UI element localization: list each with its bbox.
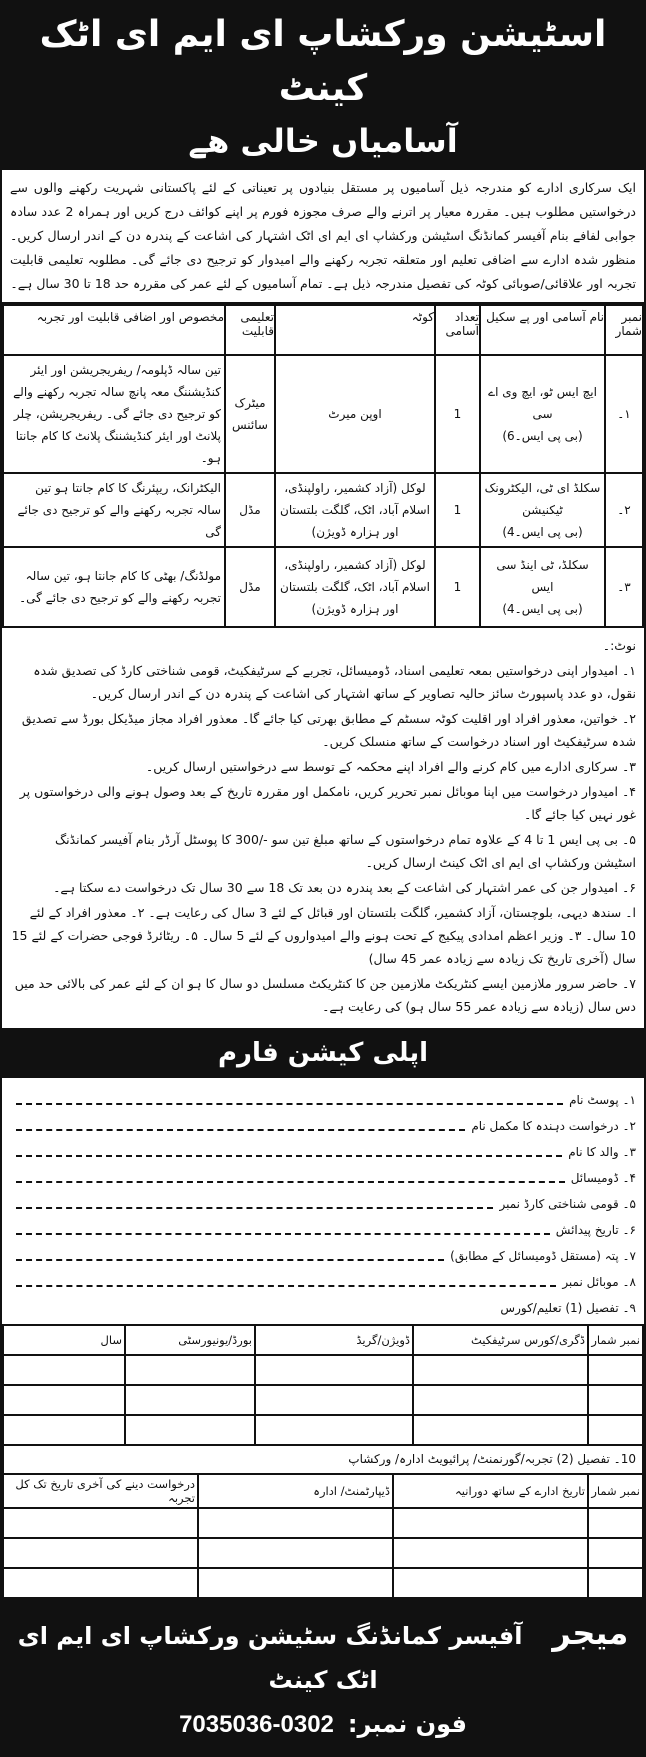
col-department: ڈیپارٹمنٹ/ ادارہ — [198, 1474, 393, 1508]
table-header-row — [3, 1325, 643, 1355]
table-row — [3, 547, 643, 627]
form-field-dob[interactable] — [10, 1216, 636, 1242]
field-blank[interactable] — [16, 1129, 465, 1131]
section-10-label: 10۔ تفصیل (2) تجربہ/گورنمنٹ/ پرائیویٹ ادارہ/ ورکشاپ — [2, 1446, 644, 1473]
table-row[interactable] — [3, 1355, 643, 1385]
application-form-title: اپلی کیشن فارم — [2, 1028, 644, 1078]
serial: ۱۔ — [605, 355, 643, 473]
field-blank[interactable] — [16, 1259, 444, 1261]
col-degree: ڈگری/کورس سرٹیفکیٹ — [413, 1325, 588, 1355]
note-item: ۲۔ خواتین، معذور افراد اور اقلیت کوٹہ سسٹم کے مطابق بھرتی کیا جائے گا۔ معذور افراد مجاز میڈیکل بورڈ سے تصدیق شدہ سرٹیفکیٹ اور اسناد درخواست کے ساتھ منسلک کریں۔ — [21, 711, 636, 749]
form-field-name[interactable] — [10, 1112, 636, 1138]
table-header-row — [3, 1474, 643, 1508]
notes-section — [2, 628, 644, 1028]
phone-label: فون نمبر: — [347, 1710, 467, 1738]
education-table — [2, 1324, 644, 1446]
experience-table — [2, 1473, 644, 1599]
section-9-label — [10, 1294, 636, 1320]
form-fields — [2, 1078, 644, 1324]
pay-scale: (بی پی ایس۔6) — [502, 429, 583, 443]
field-blank[interactable] — [16, 1103, 563, 1105]
post-name: سکلڈ ای ٹی، الیکٹرونک ٹیکنیشن — [484, 481, 601, 517]
form-field-mobile[interactable] — [10, 1268, 636, 1294]
field-blank[interactable] — [16, 1207, 493, 1209]
ad-subtitle: آسامیاں خالی ھے — [188, 122, 458, 160]
education: میٹرک سائنس — [225, 355, 275, 473]
quota: اوپن میرٹ — [275, 355, 435, 473]
form-field-domicile[interactable] — [10, 1164, 636, 1190]
col-serial: نمبر شمار — [605, 305, 643, 355]
col-board: بورڈ/یونیورسٹی — [125, 1325, 255, 1355]
experience: مولڈنگ/ بھٹی کا کام جانتا ہو، تین سالہ تجربہ رکھنے والے کو ترجیح دی جائے گی۔ — [3, 547, 225, 627]
table-row[interactable] — [3, 1415, 643, 1445]
form-field-post[interactable] — [10, 1086, 636, 1112]
field-blank[interactable] — [16, 1181, 565, 1183]
section-label: ۹۔ تفصیل (1) تعلیم/کورس — [500, 1301, 636, 1315]
header-banner — [2, 2, 644, 170]
note-item: ۱۔ امیدوار اپنی درخواستیں بمعہ تعلیمی اسناد، ڈومیسائل، تجربے کے سرٹیفکیٹ، قومی شناختی کارڈ کی تصدیق شدہ نقول، دو عدد پاسپورٹ سائز حالیہ تصاویر کے ساتھ اشتہار کی اشاعت کے پندرہ دن کے اندر ارسال کریں۔ — [33, 663, 636, 701]
table-row[interactable] — [3, 1508, 643, 1538]
field-blank[interactable] — [16, 1233, 550, 1235]
education: مڈل — [225, 473, 275, 547]
post — [480, 473, 605, 547]
note-item: ۳۔ سرکاری ادارے میں کام کرنے والے افراد اپنے محکمہ کے توسط سے درخواستیں ارسال کریں۔ — [145, 759, 636, 774]
field-blank[interactable] — [16, 1285, 556, 1287]
col-count: تعداد آسامی — [435, 305, 480, 355]
rank: میجر — [552, 1614, 629, 1652]
experience: الیکٹرانک، ریپئرنگ کا کام جانتا ہو تین سالہ تجربہ رکھنے والے کو ترجیح دی جائے گی — [3, 473, 225, 547]
note-item: ۵۔ بی پی ایس 1 تا 4 کے علاوہ تمام درخواستوں کے ساتھ مبلغ تین سو -/300 کا پوسٹل آرڈر بنام آفیسر کمانڈنگ اسٹیشن ورکشاپ ای ایم ای اٹک کینٹ ارسال کریں۔ — [54, 832, 636, 870]
col-division: ڈویژن/گریڈ — [255, 1325, 413, 1355]
post-name: ایچ ایس ٹو، ایچ وی اے سی — [488, 385, 597, 421]
note-item: ۷۔ حاضر سرور ملازمین ایسے کنٹریکٹ ملازمین جن کا کنٹریکٹ مسلسل دو سال کا ہو ان کے لئے عمر کی بالائی حد میں دس سال (زیادہ سے زیادہ عمر 55 سال ہو) کی رعایت ہے۔ — [14, 976, 636, 1014]
field-label: ۸۔ موبائل نمبر — [562, 1275, 636, 1289]
table-header-row — [3, 305, 643, 355]
col-serial: نمبر شمار — [588, 1474, 643, 1508]
quota: لوکل (آزاد کشمیر، راولپنڈی، اسلام آباد، اٹک، گلگت بلتستان اور ہزارہ ڈویژن) — [275, 473, 435, 547]
serial: ۳۔ — [605, 547, 643, 627]
field-label: ۳۔ والد کا نام — [568, 1145, 636, 1159]
table-row[interactable] — [3, 1538, 643, 1568]
note-item: ۴۔ امیدوار درخواست میں اپنا موبائل نمبر تحریر کریں، نامکمل اور مقررہ تاریخ کے بعد وصول ہونے والی درخواستوں پر غور نہیں کیا جائے گا۔ — [19, 784, 636, 822]
footer-address — [2, 1611, 644, 1702]
col-serial: نمبر شمار — [588, 1325, 643, 1355]
vacancy-table — [2, 304, 644, 628]
col-experience: مخصوص اور اضافی قابلیت اور تجربہ — [3, 305, 225, 355]
intro-paragraph: ایک سرکاری ادارے کو مندرجہ ذیل آسامیوں پر مستقل بنیادوں پر تعیناتی کے لئے پاکستانی شہریت رکھنے والوں سے درخواستیں مطلوب ہیں۔ مقررہ معیار پر اترنے والے صرف مجوزہ فورم پر اپنے کوائف درج کریں اور ہمراہ 2 عدد سادہ جوابی لفافے بنام آفیسر کمانڈنگ اسٹیشن ورکشاپ ای ایم ای اٹک اشتہار کی اشاعت کے پندرہ دن کے اندر ارسال کریں۔ منظور شدہ ادارے سے اضافی تعلیم اور متعلقہ تجربہ رکھنے والے امیدوار کو ترجیح دی جائے گی۔ مطلوبہ تعلیمی قابلیت تجربہ اور علاقائی/صوبائی کوٹہ کی تفصیل مندرجہ ذیل ہے۔ تمام آسامیوں کے لئے عمر کی مقررہ حد 18 تا 30 سال ہے۔ — [2, 170, 644, 304]
col-education: تعلیمی قابلیت — [225, 305, 275, 355]
form-field-father-name[interactable] — [10, 1138, 636, 1164]
experience: تین سالہ ڈپلومہ/ ریفریجریشن اور ایئر کنڈیشننگ معہ پانچ سالہ تجربہ رکھنے والے کو ترجیح دی جائے گی۔ ریفریجریشن، چلر پلانٹ اور ایئر کنڈیشننگ پلانٹ کا کام جانتا ہو۔ — [3, 355, 225, 473]
pay-scale: (بی پی ایس۔4) — [502, 602, 583, 616]
col-quota: کوٹہ — [275, 305, 435, 355]
field-label: ۷۔ پتہ (مستقل ڈومیسائل کے مطابق) — [450, 1249, 636, 1263]
field-blank[interactable] — [16, 1155, 562, 1157]
count: 1 — [435, 547, 480, 627]
field-label: ۱۔ پوسٹ نام — [569, 1093, 636, 1107]
notes-title: نوٹ:۔ — [602, 638, 636, 653]
ad-title: اسٹیشن ورکشاپ ای ایم ای اٹک کینٹ — [39, 14, 607, 109]
count: 1 — [435, 473, 480, 547]
note-item: ۶۔ امیدوار جن کی عمر اشتہار کی اشاعت کے بعد پندرہ دن بعد تک 18 سے 30 سال تک درخواست دے سکتا ہے۔ — [53, 880, 636, 895]
table-row[interactable] — [3, 1385, 643, 1415]
office: آفیسر کمانڈنگ سٹیشن ورکشاپ ای ایم ای اٹک کینٹ — [17, 1622, 523, 1694]
form-field-address[interactable] — [10, 1242, 636, 1268]
field-label: ۵۔ قومی شناختی کارڈ نمبر — [499, 1197, 636, 1211]
pay-scale: (بی پی ایس۔4) — [502, 525, 583, 539]
education: مڈل — [225, 547, 275, 627]
col-duration: تاریخ ادارے کے ساتھ دورانیہ — [393, 1474, 588, 1508]
form-field-cnic[interactable] — [10, 1190, 636, 1216]
field-label: ۴۔ ڈومیسائل — [570, 1171, 636, 1185]
phone-number: 0302-7035036 — [179, 1711, 334, 1738]
col-total-experience: درخواست دینے کی آخری تاریخ تک کل تجربہ — [3, 1474, 198, 1508]
col-post: نام آسامی اور پے سکیل — [480, 305, 605, 355]
post-name: سکلڈ، ٹی اینڈ سی ایس — [496, 558, 589, 594]
table-row — [3, 473, 643, 547]
post — [480, 547, 605, 627]
field-label: ۶۔ تاریخ پیدائش — [555, 1223, 636, 1237]
table-row — [3, 355, 643, 473]
footer-phone — [2, 1702, 644, 1747]
table-row[interactable] — [3, 1568, 643, 1598]
col-year: سال — [3, 1325, 125, 1355]
count: 1 — [435, 355, 480, 473]
footer-banner — [2, 1599, 644, 1755]
note-item: ا۔ سندھ دیہی، بلوچستان، آزاد کشمیر، گلگت بلتستان اور قبائل کے لئے 3 سال کی رعایت ہے۔ ۲۔ معذور افراد کے لئے 10 سال۔ ۳۔ وزیر اعظم امدادی پیکیج کے تحت ہونے والے امیدواروں کے لئے 5 سال۔ ۵۔ ریٹائرڈ فوجی حضرات کے لئے 15 سال (آخری تاریخ تک زیادہ سے زیادہ عمر 45 سال) — [11, 905, 636, 966]
serial: ۲۔ — [605, 473, 643, 547]
field-label: ۲۔ درخواست دہندہ کا مکمل نام — [471, 1119, 636, 1133]
quota: لوکل (آزاد کشمیر، راولپنڈی، اسلام آباد، اٹک، گلگت بلتستان اور ہزارہ ڈویژن) — [275, 547, 435, 627]
post — [480, 355, 605, 473]
